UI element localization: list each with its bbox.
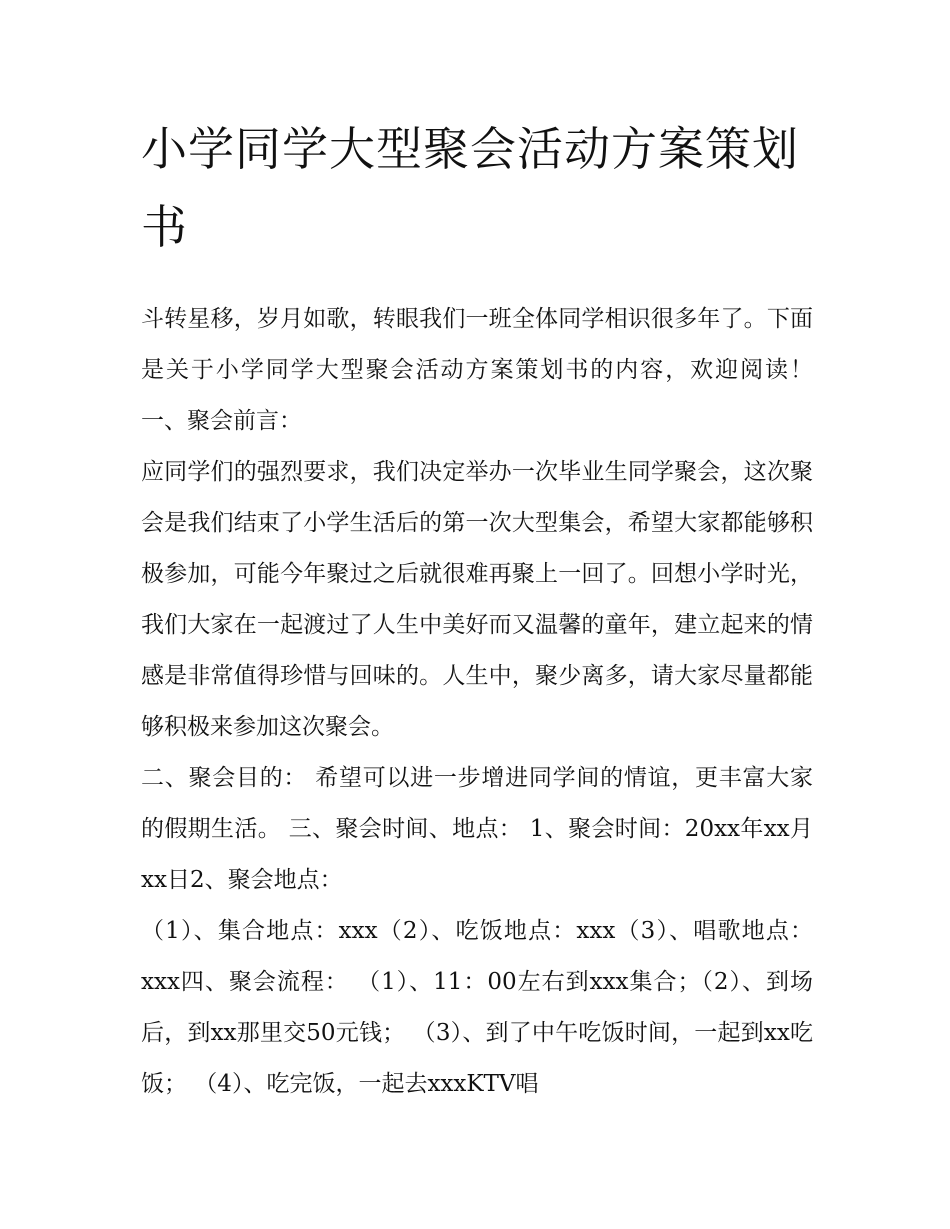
paragraph-intro: 斗转星移，岁月如歌，转眼我们一班全体同学相识很多年了。下面是关于小学同学大型聚会活动方案策划书的内容，欢迎阅读！ 一、聚会前言： <box>141 306 813 434</box>
document-page <box>141 110 813 1110</box>
document-title: 小学同学大型聚会活动方案策划书 <box>141 122 799 254</box>
paragraph-locations-schedule: （1）、集合地点：xxx（2）、吃饭地点：xxx（3）、唱歌地点：xxx四、聚会流程： （1）、11：00左右到xxx集合；（2）、到场后，到xx那里交50元钱； （3）、到了中午吃饭时间，一起到xx吃饭； （4）、吃完饭，一起去xxxKTV唱 <box>141 918 813 1097</box>
paragraph-preface: 应同学们的强烈要求，我们决定举办一次毕业生同学聚会，这次聚会是我们结束了小学生活后的第一次大型集会，希望大家都能够积极参加，可能今年聚过之后就很难再聚上一回了。回想小学时光，我们大家在一起渡过了人生中美好而又温馨的童年，建立起来的情感是非常值得珍惜与回味的。人生中，聚少离多，请大家尽量都能够积极来参加这次聚会。 <box>141 459 813 740</box>
paragraph-purpose-time: 二、聚会目的： 希望可以进一步增进同学间的情谊，更丰富大家的假期生活。 三、聚会时间、地点： 1、聚会时间：20xx年xx月xx日2、聚会地点： <box>141 765 813 893</box>
